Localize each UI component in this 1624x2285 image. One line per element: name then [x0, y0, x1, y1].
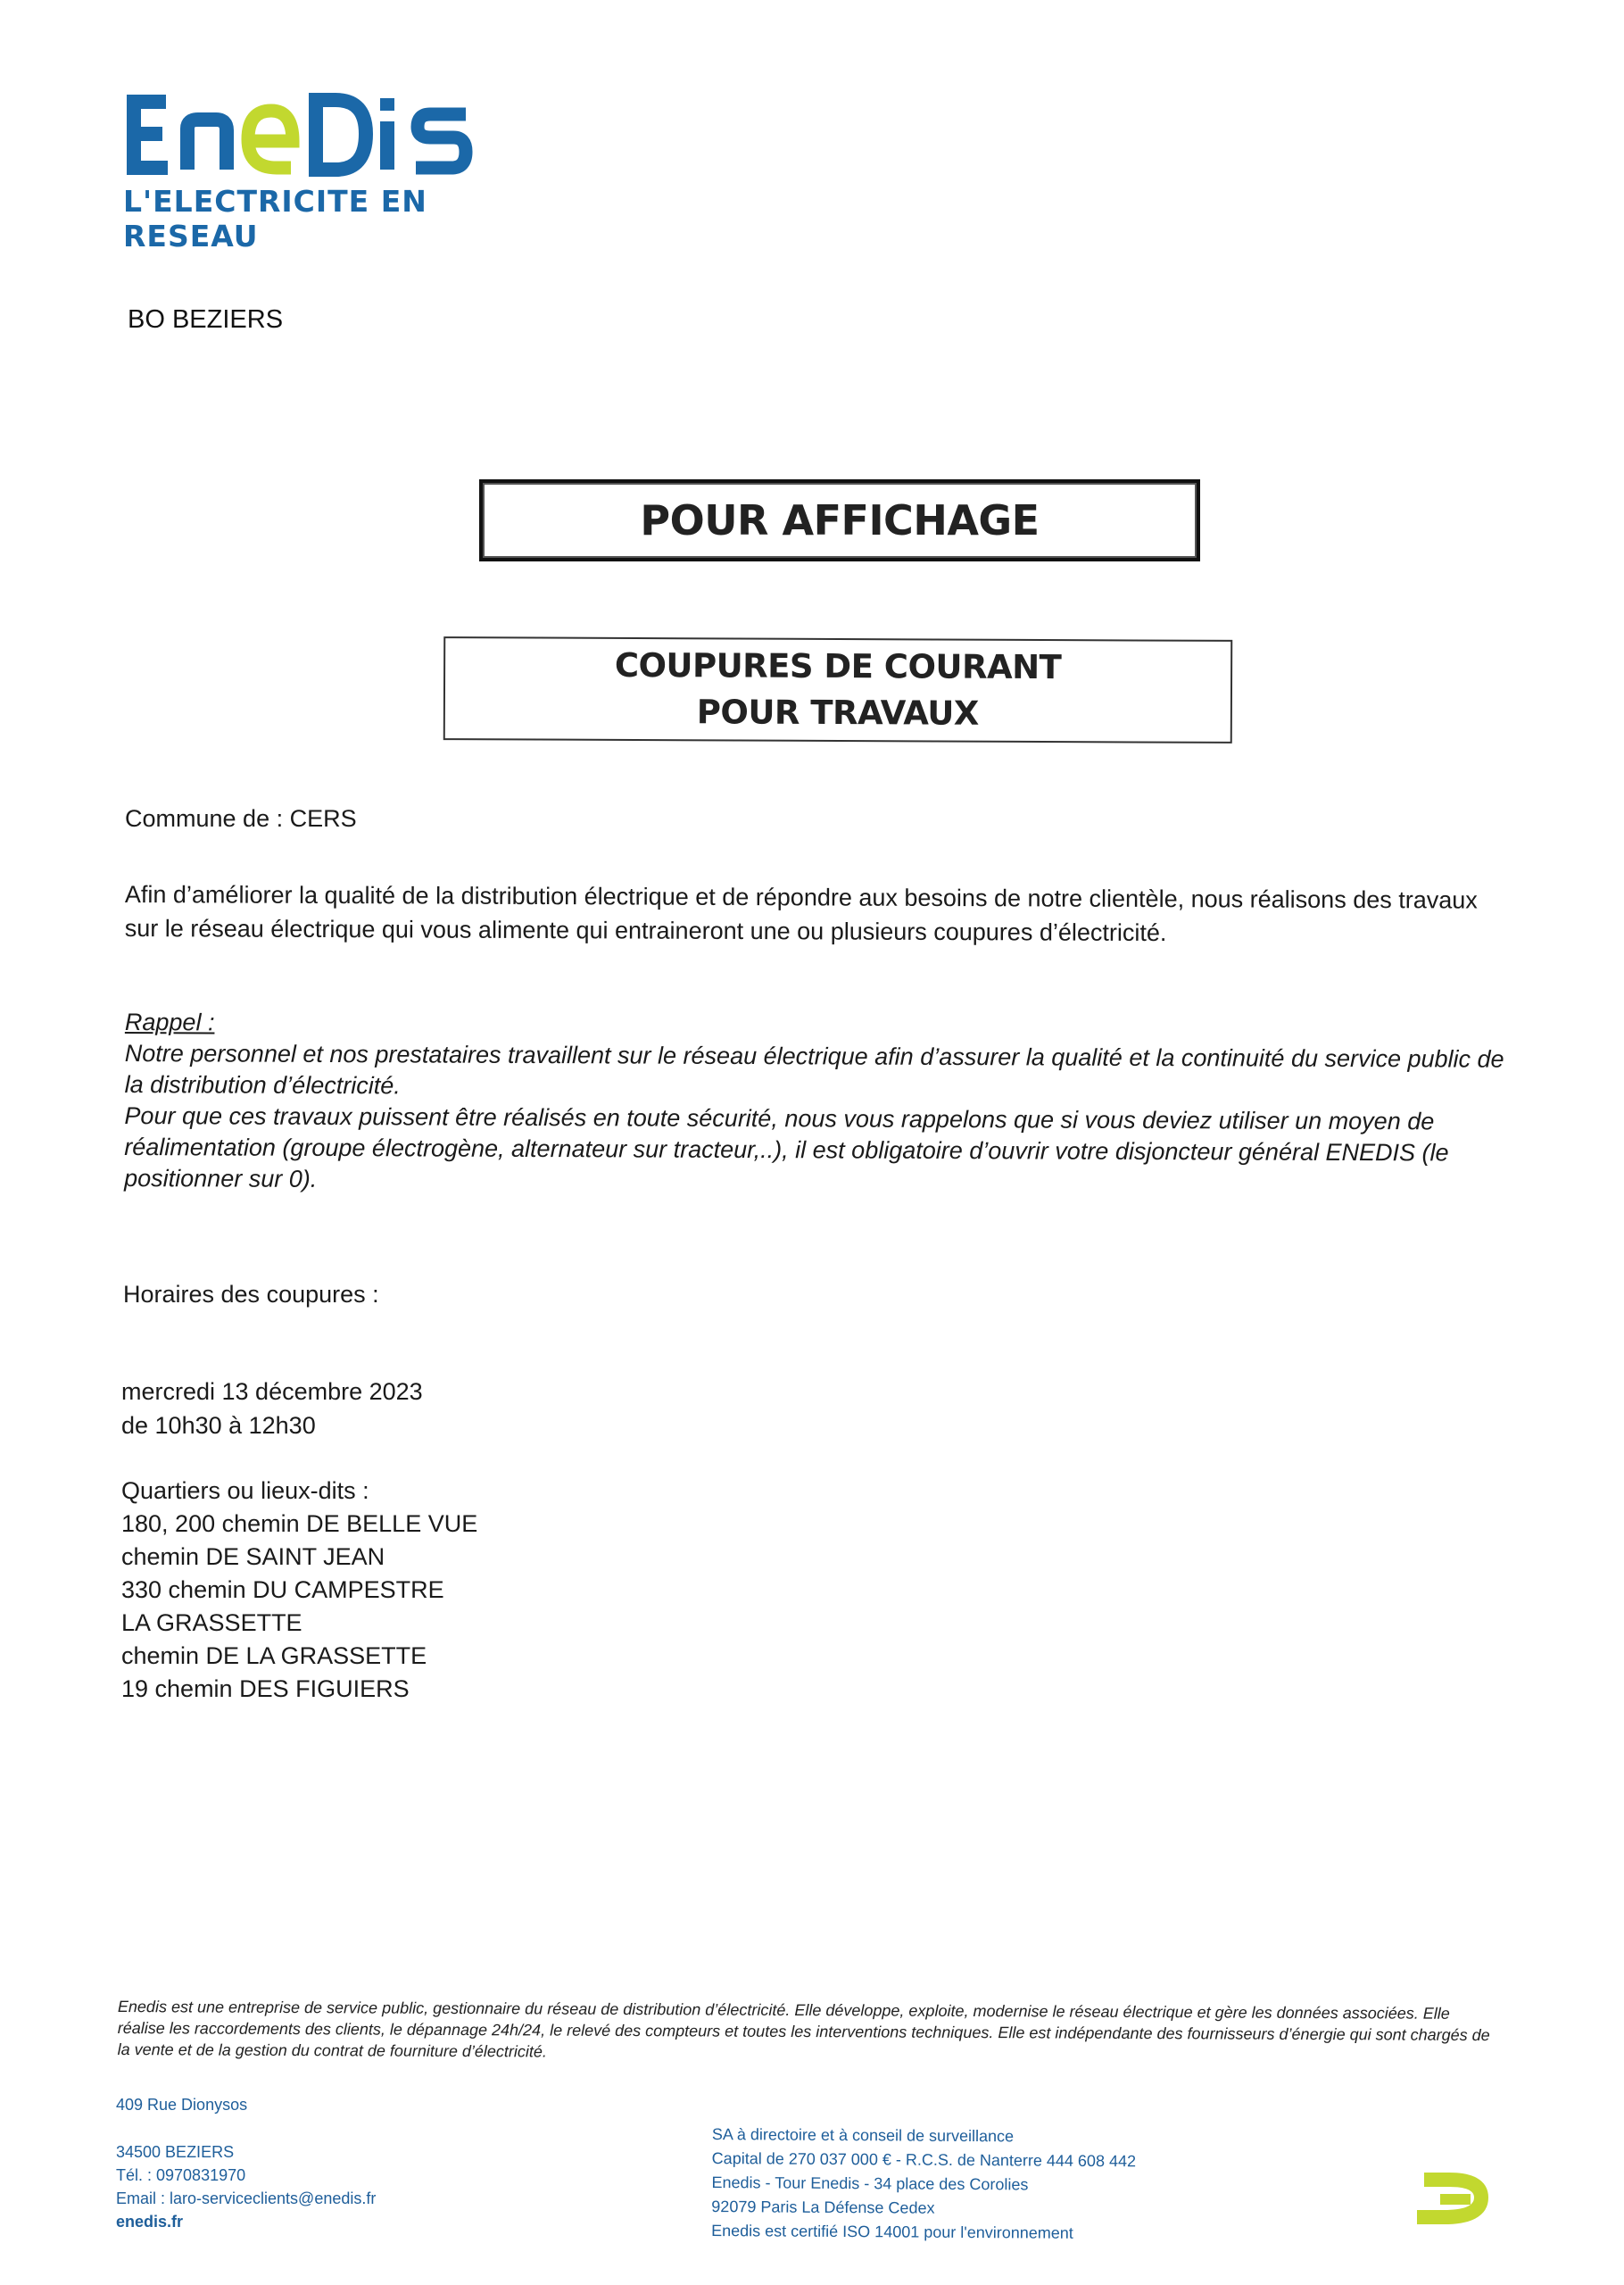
- company-line-2: Capital de 270 037 000 € - R.C.S. de Nanterre 444 608 442: [711, 2148, 1137, 2171]
- footer-website: enedis.fr: [116, 2213, 184, 2231]
- list-item: 19 chemin DES FIGUIERS: [121, 1675, 410, 1702]
- footer-contact: [116, 2140, 377, 2231]
- company-line-1: SA à directoire et à conseil de surveillance: [711, 2125, 1015, 2146]
- logo-tagline: L'ELECTRICITE EN RESEAU: [123, 184, 427, 253]
- quartiers-list: [121, 1475, 477, 1706]
- rappel-title: Rappel :: [124, 1009, 215, 1036]
- company-line-4: 92079 Paris La Défense Cedex: [711, 2197, 935, 2217]
- rappel-paragraph-2: Pour que ces travaux puissent être réalisés en toute sécurité, nous vous rappelons que si vous deviez utiliser un moyen de réalimentation (groupe électrogène, alternateur sur tracteur,..), il est obligatoire d’ouvrir votre disjoncteur général ENEDIS (le positionner sur 0).: [124, 1101, 1449, 1192]
- subject-box: [443, 636, 1232, 744]
- footer-city: 34500 BEZIERS: [116, 2143, 235, 2161]
- list-item: 330 chemin DU CAMPESTRE: [121, 1576, 444, 1603]
- intro-paragraph: Afin d’améliorer la qualité de la distribution électrique et de répondre aux besoins de notre clientèle, nous réalisons des travaux sur le réseau électrique qui vous alimente qui entraineront une ou plusieurs coupures d’électricité.: [124, 880, 1478, 947]
- list-item: LA GRASSETTE: [121, 1609, 302, 1636]
- footer-phone: Tél. : 0970831970: [116, 2166, 246, 2184]
- enedis-symbol-icon: [1408, 2171, 1490, 2231]
- outage-date: mercredi 13 décembre 2023: [121, 1378, 423, 1405]
- list-item: 180, 200 chemin DE BELLE VUE: [121, 1510, 478, 1537]
- enedis-wordmark-icon: [123, 87, 480, 182]
- outage-time: de 10h30 à 12h30: [121, 1412, 316, 1439]
- list-item: chemin DE SAINT JEAN: [121, 1543, 385, 1570]
- list-item: chemin DE LA GRASSETTE: [121, 1642, 427, 1669]
- footer-street: 409 Rue Dionysos: [116, 2096, 248, 2114]
- footer-disclaimer: Enedis est une entreprise de service public, gestionnaire du réseau de distribution d’électricité. Elle développe, exploite, modernise le réseau électrique et gère les données associées. Elle réalise les raccordements des clients, le dépannage 24h/24, le relevé des compteurs et toutes les interventions techniques. Elle est indépendante des fournisseurs d’énergie qui sont chargés de la vente et de la gestion du contrat de fourniture d’électricité.: [117, 1998, 1490, 2061]
- company-line-5: Enedis est certifié ISO 14001 pour l'environnement: [711, 2221, 1073, 2242]
- commune: Commune de : CERS: [125, 805, 357, 832]
- display-notice-title: POUR AFFICHAGE: [640, 496, 1040, 544]
- footer-email: Email : laro-serviceclients@enedis.fr: [116, 2189, 377, 2207]
- office-name: BO BEZIERS: [128, 305, 284, 334]
- outage-schedule: [121, 1375, 423, 1442]
- rappel-section: [124, 1007, 1517, 1201]
- enedis-logo: [123, 87, 507, 253]
- company-line-3: Enedis - Tour Enedis - 34 place des Corolies: [711, 2173, 1029, 2194]
- rappel-paragraph-1: Notre personnel et nos prestataires travaillent sur le réseau électrique afin d’assurer la qualité et la continuité du service public de la distribution d’électricité.: [124, 1039, 1504, 1100]
- display-notice-box: [479, 479, 1200, 561]
- horaires-label: Horaires des coupures :: [123, 1281, 379, 1308]
- quartiers-label: Quartiers ou lieux-dits :: [121, 1477, 369, 1504]
- footer-company-info: [711, 2123, 1137, 2242]
- subject-line-2: POUR TRAVAUX: [696, 693, 979, 733]
- subject-line-1: COUPURES DE COURANT: [614, 645, 1062, 687]
